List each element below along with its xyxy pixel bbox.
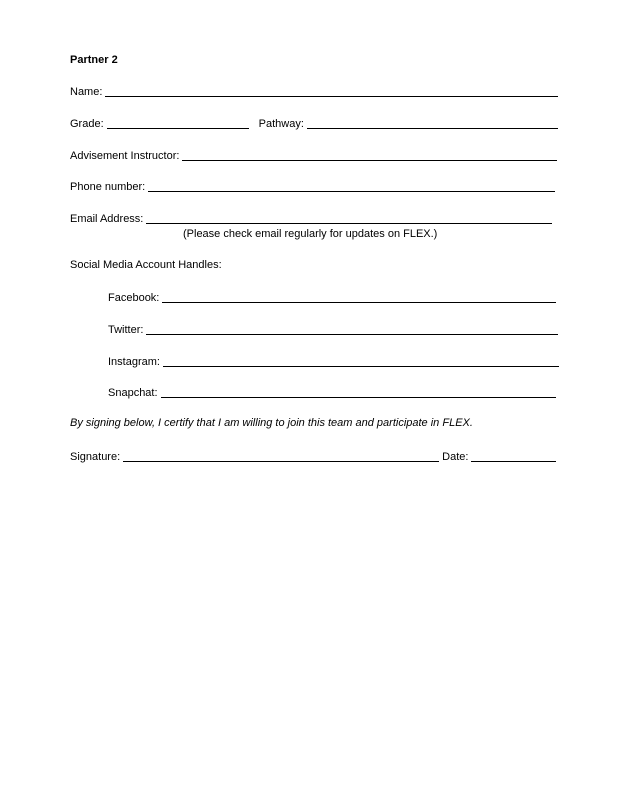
date-field[interactable] xyxy=(471,450,556,462)
grade-pathway-row xyxy=(70,116,558,131)
pathway-label: Pathway: xyxy=(258,118,304,130)
instagram-row xyxy=(108,354,559,369)
name-row xyxy=(70,84,558,99)
name-label: Name: xyxy=(70,86,103,98)
twitter-label: Twitter: xyxy=(108,324,144,336)
social-media-heading: Social Media Account Handles: xyxy=(70,259,222,271)
instagram-label: Instagram: xyxy=(108,356,160,368)
phone-row xyxy=(70,179,555,194)
signature-label: Signature: xyxy=(70,451,121,463)
snapchat-field[interactable] xyxy=(161,386,556,398)
phone-field[interactable] xyxy=(148,180,555,192)
name-field[interactable] xyxy=(105,85,558,97)
facebook-row xyxy=(108,290,556,305)
email-note: (Please check email regularly for updates on FLEX.) xyxy=(183,228,438,240)
twitter-field[interactable] xyxy=(146,323,558,335)
instagram-field[interactable] xyxy=(163,355,559,367)
advisement-row xyxy=(70,148,557,163)
certification-statement: By signing below, I certify that I am willing to join this team and participate in FLEX. xyxy=(70,417,473,429)
email-field[interactable] xyxy=(146,212,552,224)
grade-label: Grade: xyxy=(70,118,104,130)
signature-field[interactable] xyxy=(123,450,439,462)
advisement-label: Advisement Instructor: xyxy=(70,150,180,162)
snapchat-label: Snapchat: xyxy=(108,387,158,399)
email-label: Email Address: xyxy=(70,213,144,225)
advisement-field[interactable] xyxy=(182,149,557,161)
snapchat-row xyxy=(108,385,556,400)
pathway-field[interactable] xyxy=(307,117,558,129)
facebook-label: Facebook: xyxy=(108,292,160,304)
twitter-row xyxy=(108,322,558,337)
email-row xyxy=(70,211,552,226)
date-label: Date: xyxy=(442,451,469,463)
form-heading: Partner 2 xyxy=(70,54,118,66)
signature-date-row xyxy=(70,449,556,464)
facebook-field[interactable] xyxy=(162,291,556,303)
phone-label: Phone number: xyxy=(70,181,146,193)
grade-field[interactable] xyxy=(107,117,249,129)
